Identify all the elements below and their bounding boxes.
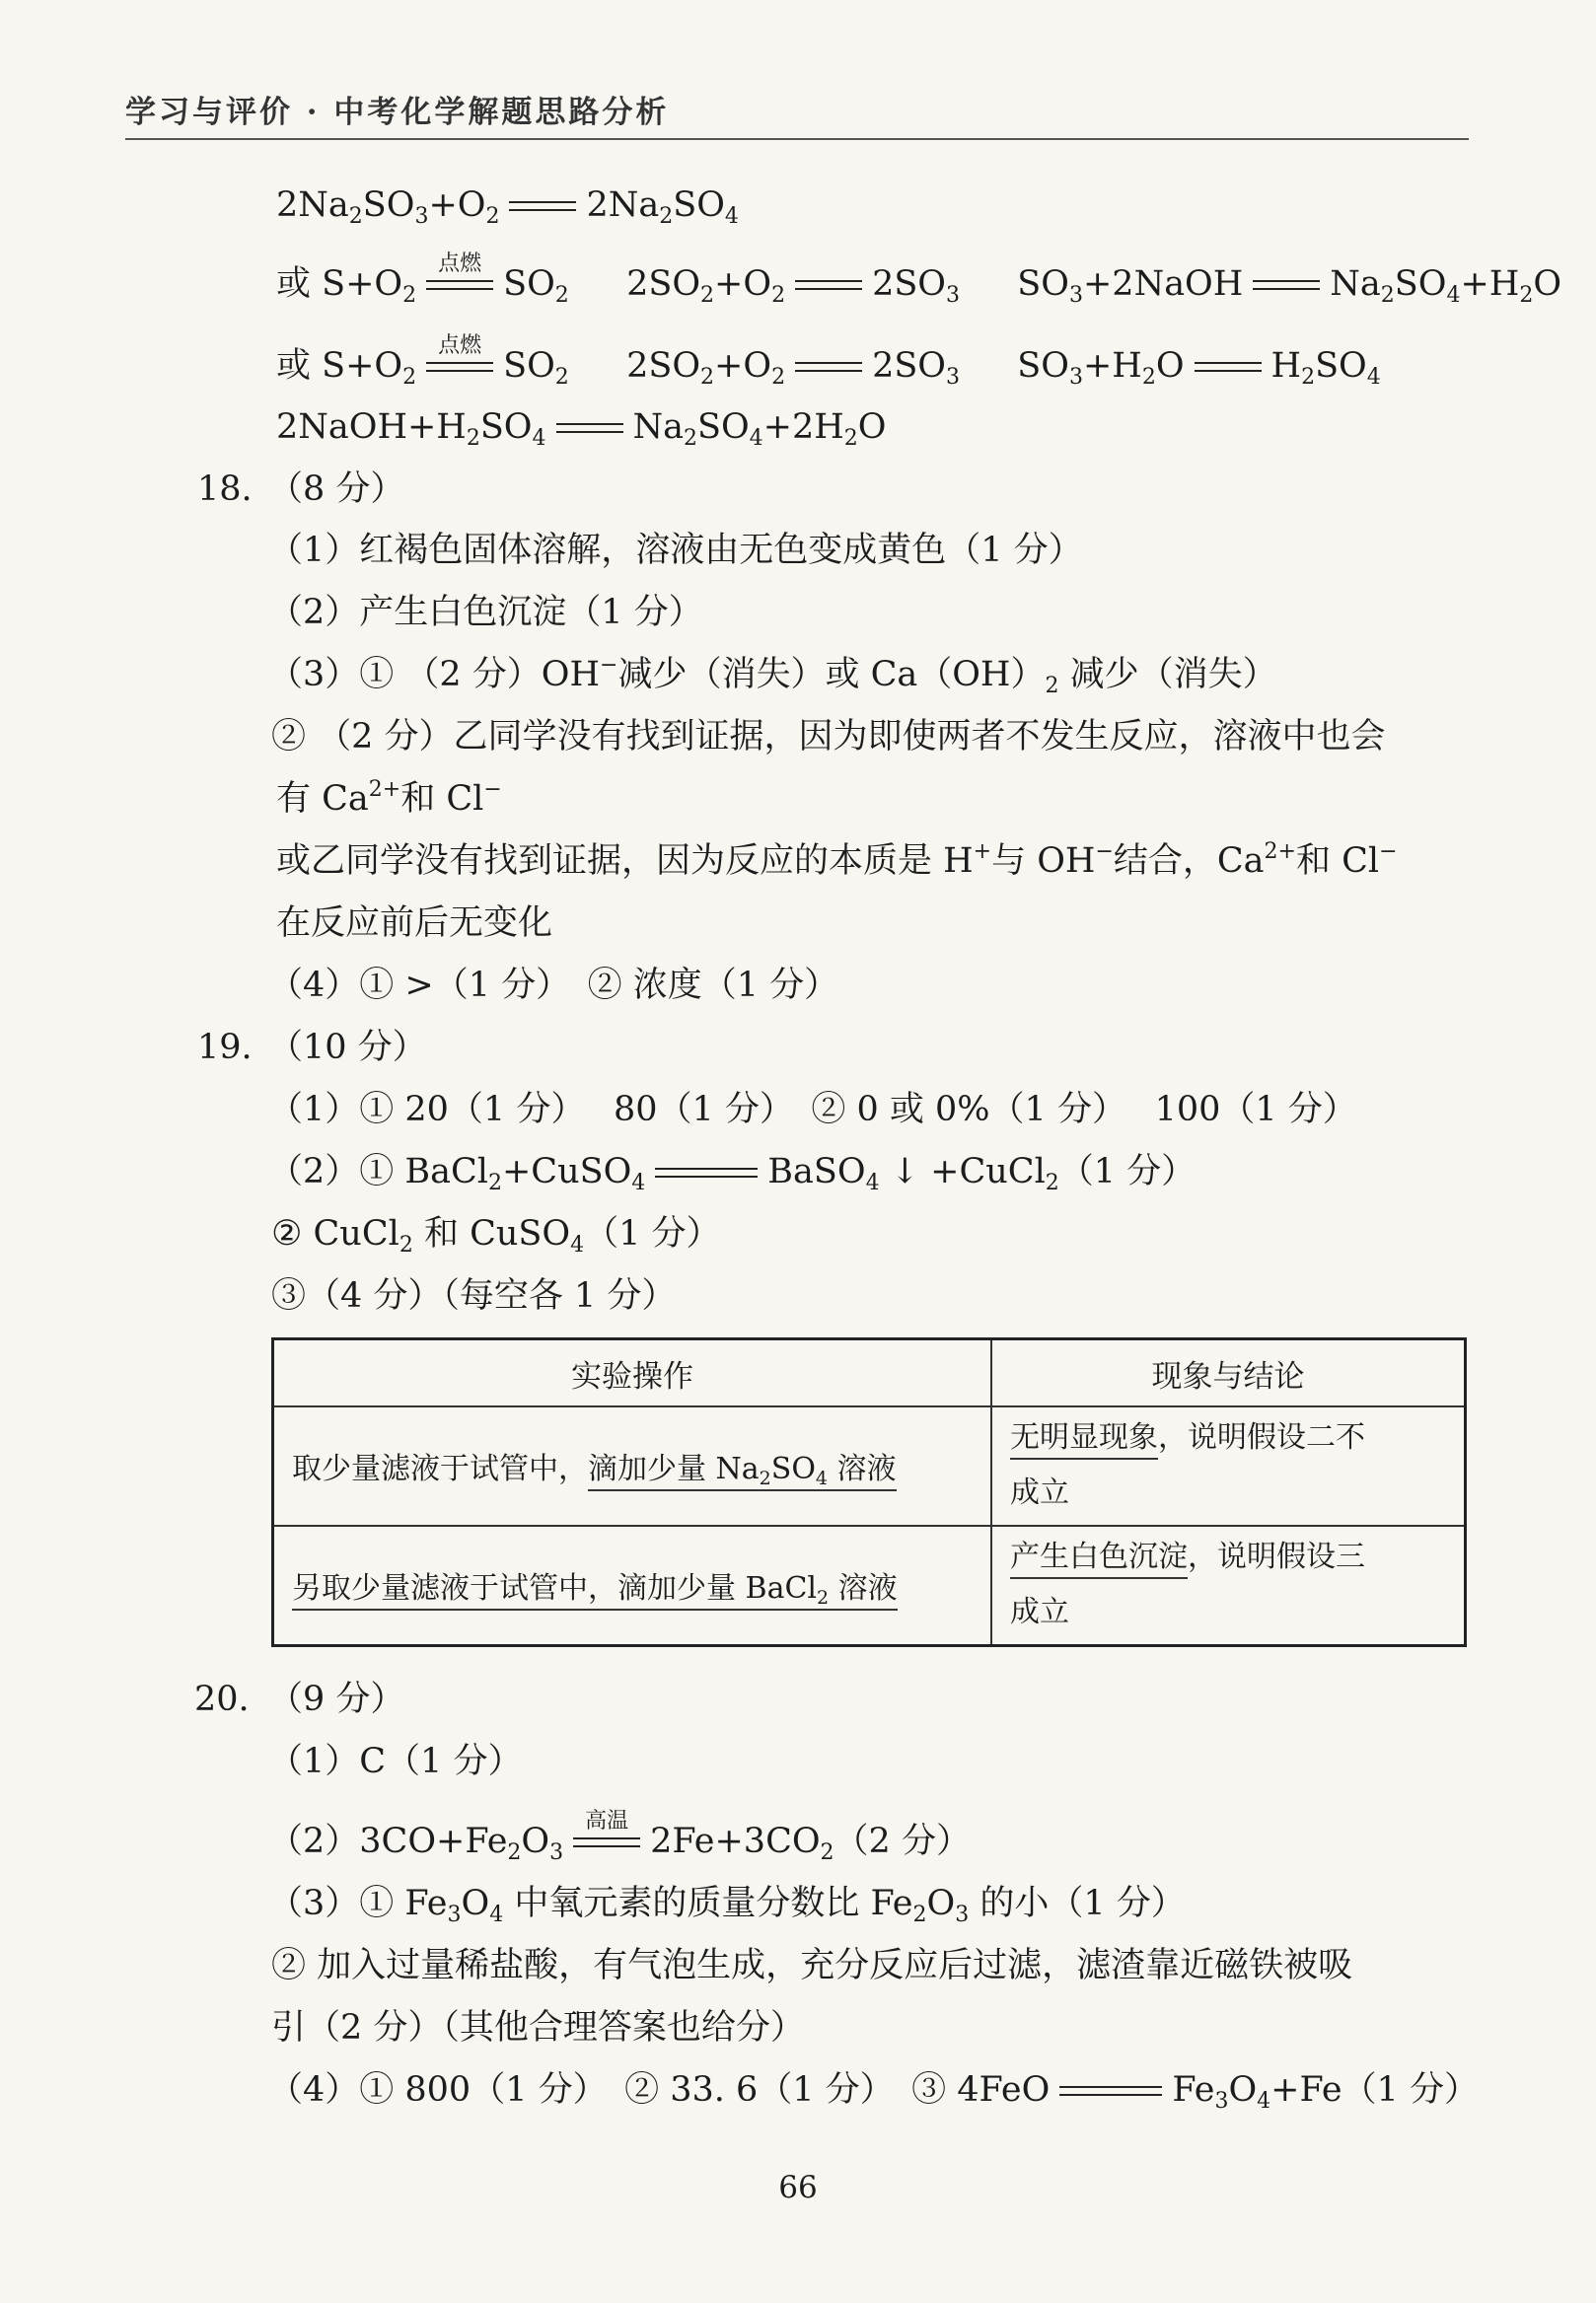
equals-sign	[655, 1164, 758, 1184]
q19-answer-1: （1）① 20（1 分） 80（1 分） ② 0 或 0%（1 分） 100（1 分）	[268, 1090, 1357, 1129]
q18-answer-3-2: ② （2 分）乙同学没有找到证据，因为即使两者不发生反应，溶液中也会	[271, 717, 1386, 756]
q18-answer-2: （2）产生白色沉淀（1 分）	[268, 593, 703, 632]
table-row	[273, 1526, 1466, 1646]
q18-answer-3-3-cont: 在反应前后无变化	[276, 903, 553, 943]
equation-line-4: $2NaOH+H_2SO_4$ $Na_2SO_4+2H_2O$	[276, 407, 887, 451]
q19-answer-2-1: （2）① BaCl$_2$+CuSO$_4$ BaSO$_4$ ↓ +CuCl$_2$（1 分）	[268, 1152, 1197, 1195]
table-cell-operation: 另取少量滤液于试管中，滴加少量 BaCl$_2$ 溶液	[273, 1526, 992, 1646]
question-number-18: 18.	[197, 469, 253, 509]
equals-sign	[1253, 276, 1320, 296]
q18-answer-1: （1）红褐色固体溶解，溶液由无色变成黄色（1 分）	[268, 531, 1083, 570]
equals-sign	[1059, 2082, 1162, 2102]
q20-score: （9 分）	[268, 1680, 405, 1719]
question-number-20: 20.	[194, 1680, 250, 1719]
equals-sign	[795, 358, 862, 378]
equals-sign	[1195, 358, 1262, 378]
header-rule	[125, 138, 1469, 140]
running-header: 学习与评价 · 中考化学解题思路分析	[125, 95, 670, 130]
equals-sign-ignite: 点燃	[426, 358, 493, 378]
equals-sign-ignite: 点燃	[426, 276, 493, 296]
equation-line-3: 或 $S+O_2$ 点燃 $SO_2$ $2SO_2+O_2$ $2SO_3$ $SO_3+H_2O$ $H_2SO_4$	[276, 332, 1381, 390]
experiment-table	[271, 1337, 1467, 1647]
table-header-result: 现象与结论	[991, 1339, 1466, 1407]
q19-score: （10 分）	[268, 1028, 427, 1067]
table-row	[273, 1406, 1466, 1526]
q18-answer-3-1: （3）① （2 分）OH−减少（消失）或 $Ca(OH)_2$ 减少（消失）	[268, 653, 1277, 698]
table-cell-operation: 取少量滤液于试管中，滴加少量 $Na_2SO_4$ 溶液	[273, 1406, 992, 1526]
q20-answer-3-2-cont: 引（2 分）（其他合理答案也给分）	[271, 2008, 805, 2048]
table-header-operation: 实验操作	[273, 1339, 992, 1407]
q20-answer-1: （1）C（1 分）	[268, 1742, 523, 1781]
q19-answer-2-2: ② CuCl$_2$ 和 CuSO$_4$（1 分）	[271, 1214, 721, 1258]
equals-sign-high-temp: 高温	[573, 1834, 640, 1853]
q19-answer-2-3: ③（4 分）（每空各 1 分）	[271, 1276, 677, 1316]
equation-line-2: 或 $S+O_2$ 点燃 $SO_2$ $2SO_2+O_2$ $2SO_3$ $SO_3+2NaOH$ $Na_2SO_4+H_2O$	[276, 251, 1562, 308]
page-number: 66	[778, 2170, 818, 2205]
equation-line-1: $2Na_2SO_3+O_2$ $2Na_2SO_4$	[276, 185, 739, 229]
q20-answer-4: （4）① 800（1 分） ② 33. 6（1 分） ③ 4FeO $Fe_3O_4+Fe(1$ 分）	[268, 2070, 1479, 2114]
q18-answer-3-3: 或乙同学没有找到证据，因为反应的本质是 H+与 OH−结合，$Ca^{2+}$和 Cl−	[276, 839, 1398, 881]
equals-sign	[509, 197, 576, 217]
equals-sign	[556, 419, 623, 439]
q18-score: （8 分）	[268, 469, 405, 509]
q20-answer-2: $(2)3CO+Fe_2O_3$ 高温 $2Fe+3CO_2(2$ 分）	[268, 1808, 971, 1865]
q18-answer-3-2-cont: 有 $Ca^{2+}$和 Cl−	[276, 777, 502, 819]
q18-answer-4: （4）① >（1 分） ② 浓度（1 分）	[268, 966, 839, 1005]
q20-answer-3-1: （3）① $Fe_3O_4$ 中氧元素的质量分数比 $Fe_2O_3$ 的小（1 分）	[268, 1884, 1186, 1927]
table-cell-result: 无明显现象，说明假设二不 成立	[991, 1406, 1466, 1526]
table-cell-result: 产生白色沉淀，说明假设三 成立	[991, 1526, 1466, 1646]
equals-sign	[795, 276, 862, 296]
question-number-19: 19.	[197, 1028, 253, 1067]
q20-answer-3-2: ② 加入过量稀盐酸，有气泡生成，充分反应后过滤，滤渣靠近磁铁被吸	[271, 1946, 1353, 1985]
table-header-row	[273, 1339, 1466, 1407]
